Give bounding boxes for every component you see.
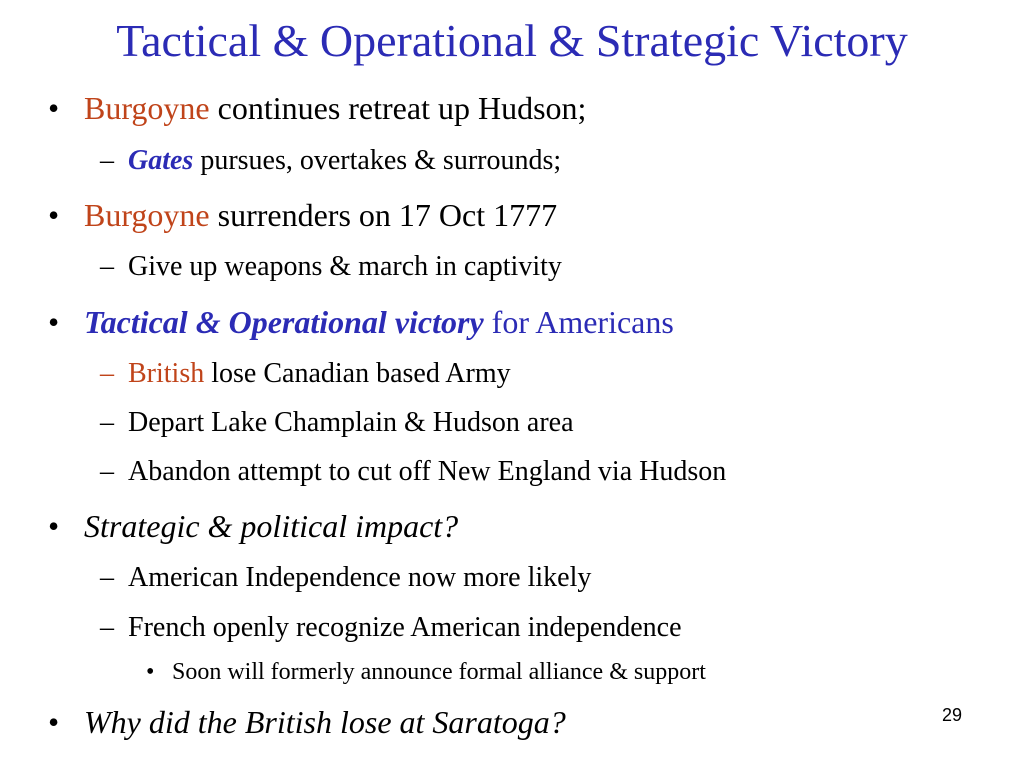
sub-sub-bullet-text: Soon will formerly announce formal alliance & support (172, 659, 706, 685)
sub-sub-bullet-item (146, 658, 706, 686)
dash-marker: – (100, 251, 114, 282)
sub-bullet-text: Depart Lake Champlain & Hudson area (128, 407, 574, 438)
bullet-item (48, 195, 557, 235)
sub-bullet-text: lose Canadian based Army (204, 358, 511, 389)
bullet-text: continues retreat up Hudson; (209, 90, 587, 126)
bullet-marker: • (48, 508, 60, 544)
sub-bullet-item (100, 144, 561, 178)
bullet-text: for Americans (483, 304, 674, 340)
sub-bullet-text: Give up weapons & march in captivity (128, 251, 562, 282)
bullet-marker: • (48, 197, 60, 233)
sub-bullet-lead: Gates (128, 145, 194, 176)
bullet-item (48, 88, 586, 128)
bullet-marker: • (48, 304, 60, 340)
bullet-marker: • (48, 90, 60, 126)
dash-marker: – (100, 358, 114, 389)
small-bullet-marker: • (146, 659, 155, 685)
bullet-lead: Burgoyne (84, 197, 210, 233)
slide-title: Tactical & Operational & Strategic Victory (116, 15, 908, 66)
sub-bullet-item (100, 611, 682, 645)
bullet-text: Why did the British lose at Saratoga? (84, 704, 566, 740)
bullet-text: surrenders on 17 Oct 1777 (209, 197, 558, 233)
sub-bullet-text: Abandon attempt to cut off New England via Hudson (128, 456, 727, 487)
bullet-item (48, 302, 674, 342)
sub-bullet-item (100, 455, 726, 489)
dash-marker: – (100, 612, 114, 643)
sub-bullet-item (100, 406, 574, 440)
sub-bullet-lead: British (128, 358, 205, 389)
sub-bullet-item (100, 561, 591, 595)
sub-bullet-text: pursues, overtakes & surrounds; (193, 145, 562, 176)
bullet-lead: Burgoyne (84, 90, 210, 126)
bullet-item (48, 506, 458, 546)
bullet-text: Strategic & political impact? (84, 508, 459, 544)
bullet-marker: • (48, 704, 60, 740)
bullet-item (48, 702, 566, 742)
dash-marker: – (100, 145, 114, 176)
sub-bullet-text: French openly recognize American independence (128, 612, 682, 643)
dash-marker: – (100, 562, 114, 593)
sub-bullet-item (100, 250, 562, 284)
sub-bullet-item (100, 357, 511, 391)
page-number: 29 (941, 705, 962, 725)
dash-marker: – (100, 407, 114, 438)
bullet-lead: Tactical & Operational victory (84, 304, 484, 340)
dash-marker: – (100, 456, 114, 487)
sub-bullet-text: American Independence now more likely (128, 562, 592, 593)
